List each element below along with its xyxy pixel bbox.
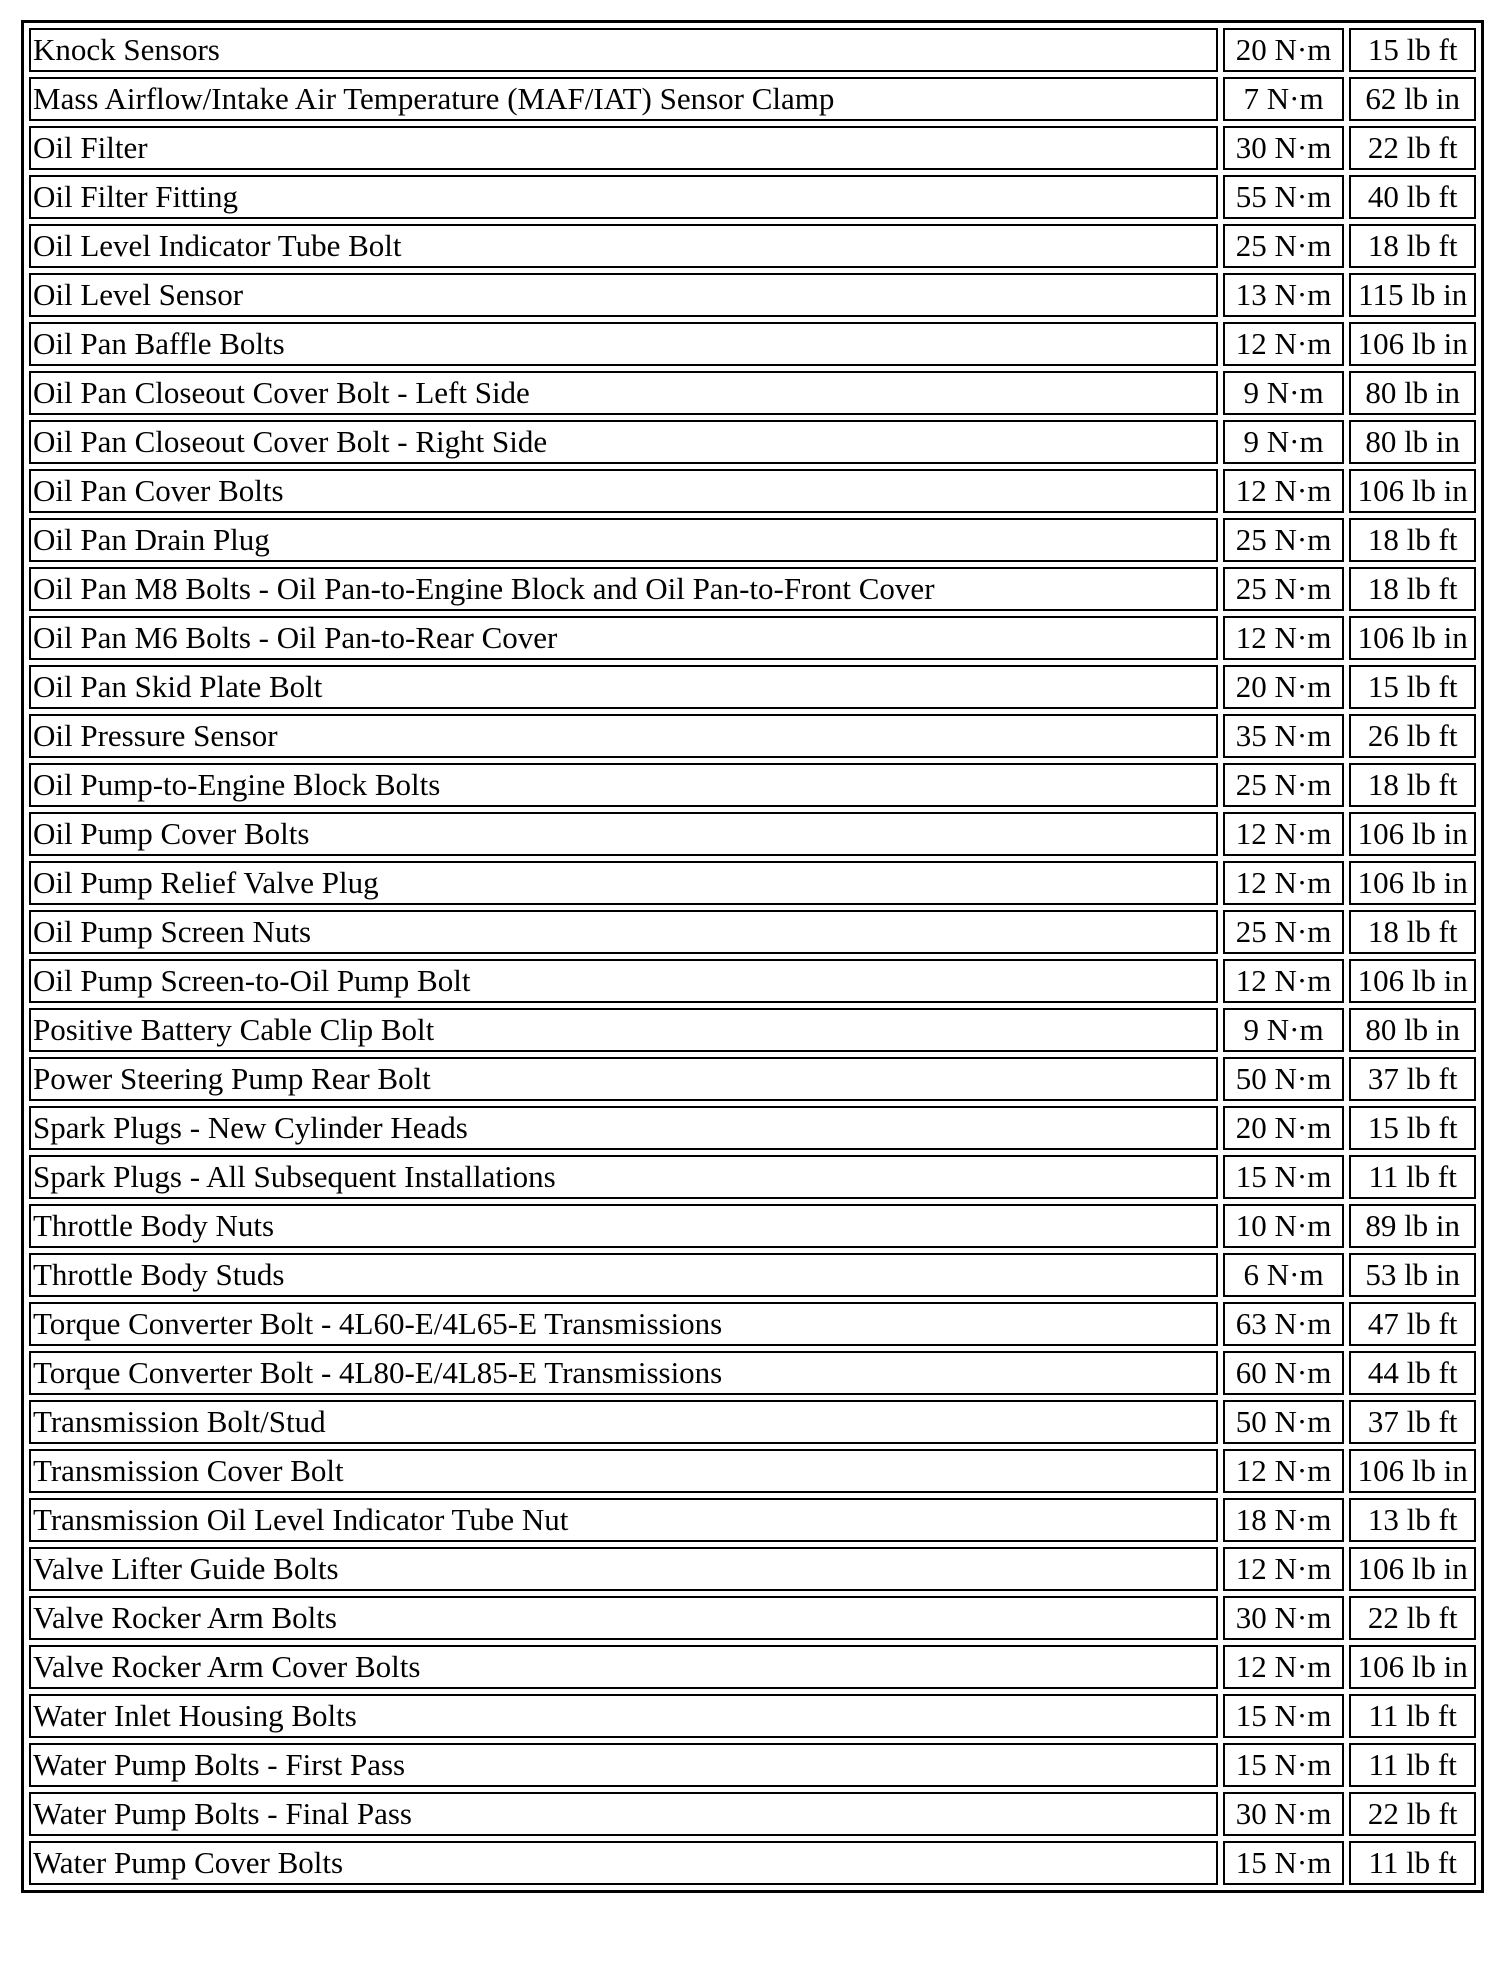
application-cell: Spark Plugs - New Cylinder Heads bbox=[29, 1106, 1218, 1150]
metric-torque-cell: 15 N·m bbox=[1223, 1155, 1345, 1199]
table-row bbox=[29, 77, 1476, 121]
application-cell: Throttle Body Studs bbox=[29, 1253, 1218, 1297]
application-cell: Oil Level Indicator Tube Bolt bbox=[29, 224, 1218, 268]
metric-torque-cell: 30 N·m bbox=[1223, 1792, 1345, 1836]
metric-torque-cell: 25 N·m bbox=[1223, 910, 1345, 954]
english-torque-cell: 15 lb ft bbox=[1349, 665, 1476, 709]
application-cell: Torque Converter Bolt - 4L60-E/4L65-E Transmissions bbox=[29, 1302, 1218, 1346]
application-cell: Valve Rocker Arm Cover Bolts bbox=[29, 1645, 1218, 1689]
application-cell: Oil Filter bbox=[29, 126, 1218, 170]
table-row bbox=[29, 616, 1476, 660]
english-torque-cell: 106 lb in bbox=[1349, 616, 1476, 660]
metric-torque-cell: 50 N·m bbox=[1223, 1400, 1345, 1444]
english-torque-cell: 11 lb ft bbox=[1349, 1694, 1476, 1738]
table-row bbox=[29, 714, 1476, 758]
metric-torque-cell: 12 N·m bbox=[1223, 861, 1345, 905]
english-torque-cell: 106 lb in bbox=[1349, 959, 1476, 1003]
english-torque-cell: 80 lb in bbox=[1349, 420, 1476, 464]
metric-torque-cell: 12 N·m bbox=[1223, 812, 1345, 856]
table-row bbox=[29, 1547, 1476, 1591]
application-cell: Oil Pan Closeout Cover Bolt - Right Side bbox=[29, 420, 1218, 464]
table-row bbox=[29, 1155, 1476, 1199]
application-cell: Valve Lifter Guide Bolts bbox=[29, 1547, 1218, 1591]
application-cell: Transmission Cover Bolt bbox=[29, 1449, 1218, 1493]
application-cell: Oil Level Sensor bbox=[29, 273, 1218, 317]
metric-torque-cell: 63 N·m bbox=[1223, 1302, 1345, 1346]
application-cell: Oil Pump Screen Nuts bbox=[29, 910, 1218, 954]
metric-torque-cell: 30 N·m bbox=[1223, 1596, 1345, 1640]
metric-torque-cell: 12 N·m bbox=[1223, 1449, 1345, 1493]
english-torque-cell: 11 lb ft bbox=[1349, 1155, 1476, 1199]
english-torque-cell: 53 lb in bbox=[1349, 1253, 1476, 1297]
table-row bbox=[29, 126, 1476, 170]
table-row bbox=[29, 959, 1476, 1003]
table-row bbox=[29, 322, 1476, 366]
table-row bbox=[29, 861, 1476, 905]
english-torque-cell: 40 lb ft bbox=[1349, 175, 1476, 219]
table-row bbox=[29, 1204, 1476, 1248]
english-torque-cell: 11 lb ft bbox=[1349, 1841, 1476, 1885]
table-row bbox=[29, 1400, 1476, 1444]
application-cell: Knock Sensors bbox=[29, 28, 1218, 72]
table-row bbox=[29, 1008, 1476, 1052]
application-cell: Power Steering Pump Rear Bolt bbox=[29, 1057, 1218, 1101]
table-row bbox=[29, 1596, 1476, 1640]
metric-torque-cell: 55 N·m bbox=[1223, 175, 1345, 219]
application-cell: Oil Pump-to-Engine Block Bolts bbox=[29, 763, 1218, 807]
table-row bbox=[29, 371, 1476, 415]
table-row bbox=[29, 469, 1476, 513]
metric-torque-cell: 20 N·m bbox=[1223, 665, 1345, 709]
metric-torque-cell: 20 N·m bbox=[1223, 1106, 1345, 1150]
application-cell: Oil Pan M8 Bolts - Oil Pan-to-Engine Block and Oil Pan-to-Front Cover bbox=[29, 567, 1218, 611]
table-row bbox=[29, 518, 1476, 562]
english-torque-cell: 18 lb ft bbox=[1349, 224, 1476, 268]
application-cell: Oil Pan Closeout Cover Bolt - Left Side bbox=[29, 371, 1218, 415]
english-torque-cell: 11 lb ft bbox=[1349, 1743, 1476, 1787]
table-row bbox=[29, 812, 1476, 856]
english-torque-cell: 18 lb ft bbox=[1349, 910, 1476, 954]
application-cell: Oil Pan Cover Bolts bbox=[29, 469, 1218, 513]
english-torque-cell: 62 lb in bbox=[1349, 77, 1476, 121]
application-cell: Positive Battery Cable Clip Bolt bbox=[29, 1008, 1218, 1052]
table-body bbox=[29, 28, 1476, 1885]
table-row bbox=[29, 567, 1476, 611]
english-torque-cell: 106 lb in bbox=[1349, 861, 1476, 905]
metric-torque-cell: 15 N·m bbox=[1223, 1743, 1345, 1787]
application-cell: Oil Pump Screen-to-Oil Pump Bolt bbox=[29, 959, 1218, 1003]
metric-torque-cell: 12 N·m bbox=[1223, 959, 1345, 1003]
metric-torque-cell: 25 N·m bbox=[1223, 567, 1345, 611]
metric-torque-cell: 9 N·m bbox=[1223, 1008, 1345, 1052]
metric-torque-cell: 50 N·m bbox=[1223, 1057, 1345, 1101]
english-torque-cell: 115 lb in bbox=[1349, 273, 1476, 317]
table-row bbox=[29, 273, 1476, 317]
table-row bbox=[29, 420, 1476, 464]
application-cell: Water Pump Bolts - Final Pass bbox=[29, 1792, 1218, 1836]
application-cell: Oil Pan M6 Bolts - Oil Pan-to-Rear Cover bbox=[29, 616, 1218, 660]
table-row bbox=[29, 224, 1476, 268]
english-torque-cell: 13 lb ft bbox=[1349, 1498, 1476, 1542]
table-row bbox=[29, 1253, 1476, 1297]
application-cell: Oil Pan Baffle Bolts bbox=[29, 322, 1218, 366]
english-torque-cell: 80 lb in bbox=[1349, 371, 1476, 415]
english-torque-cell: 89 lb in bbox=[1349, 1204, 1476, 1248]
english-torque-cell: 106 lb in bbox=[1349, 1645, 1476, 1689]
metric-torque-cell: 12 N·m bbox=[1223, 616, 1345, 660]
application-cell: Oil Pan Skid Plate Bolt bbox=[29, 665, 1218, 709]
english-torque-cell: 22 lb ft bbox=[1349, 1596, 1476, 1640]
application-cell: Water Pump Cover Bolts bbox=[29, 1841, 1218, 1885]
table-row bbox=[29, 1645, 1476, 1689]
table-row bbox=[29, 175, 1476, 219]
metric-torque-cell: 25 N·m bbox=[1223, 763, 1345, 807]
english-torque-cell: 106 lb in bbox=[1349, 469, 1476, 513]
metric-torque-cell: 60 N·m bbox=[1223, 1351, 1345, 1395]
english-torque-cell: 37 lb ft bbox=[1349, 1400, 1476, 1444]
application-cell: Water Pump Bolts - First Pass bbox=[29, 1743, 1218, 1787]
english-torque-cell: 106 lb in bbox=[1349, 1449, 1476, 1493]
application-cell: Transmission Oil Level Indicator Tube Nut bbox=[29, 1498, 1218, 1542]
metric-torque-cell: 6 N·m bbox=[1223, 1253, 1345, 1297]
metric-torque-cell: 9 N·m bbox=[1223, 371, 1345, 415]
application-cell: Transmission Bolt/Stud bbox=[29, 1400, 1218, 1444]
table-row bbox=[29, 910, 1476, 954]
table-row bbox=[29, 1694, 1476, 1738]
table-row bbox=[29, 665, 1476, 709]
application-cell: Oil Filter Fitting bbox=[29, 175, 1218, 219]
metric-torque-cell: 12 N·m bbox=[1223, 322, 1345, 366]
english-torque-cell: 106 lb in bbox=[1349, 812, 1476, 856]
metric-torque-cell: 20 N·m bbox=[1223, 28, 1345, 72]
metric-torque-cell: 10 N·m bbox=[1223, 1204, 1345, 1248]
metric-torque-cell: 15 N·m bbox=[1223, 1694, 1345, 1738]
application-cell: Water Inlet Housing Bolts bbox=[29, 1694, 1218, 1738]
application-cell: Oil Pan Drain Plug bbox=[29, 518, 1218, 562]
english-torque-cell: 22 lb ft bbox=[1349, 126, 1476, 170]
application-cell: Oil Pump Relief Valve Plug bbox=[29, 861, 1218, 905]
english-torque-cell: 106 lb in bbox=[1349, 1547, 1476, 1591]
metric-torque-cell: 15 N·m bbox=[1223, 1841, 1345, 1885]
english-torque-cell: 15 lb ft bbox=[1349, 28, 1476, 72]
table-row bbox=[29, 1792, 1476, 1836]
metric-torque-cell: 7 N·m bbox=[1223, 77, 1345, 121]
application-cell: Oil Pump Cover Bolts bbox=[29, 812, 1218, 856]
english-torque-cell: 44 lb ft bbox=[1349, 1351, 1476, 1395]
metric-torque-cell: 18 N·m bbox=[1223, 1498, 1345, 1542]
metric-torque-cell: 35 N·m bbox=[1223, 714, 1345, 758]
fastener-torque-table bbox=[21, 20, 1484, 1893]
english-torque-cell: 37 lb ft bbox=[1349, 1057, 1476, 1101]
application-cell: Spark Plugs - All Subsequent Installations bbox=[29, 1155, 1218, 1199]
table-row bbox=[29, 1351, 1476, 1395]
metric-torque-cell: 9 N·m bbox=[1223, 420, 1345, 464]
metric-torque-cell: 12 N·m bbox=[1223, 469, 1345, 513]
metric-torque-cell: 13 N·m bbox=[1223, 273, 1345, 317]
table-row bbox=[29, 1498, 1476, 1542]
table-row bbox=[29, 763, 1476, 807]
metric-torque-cell: 30 N·m bbox=[1223, 126, 1345, 170]
metric-torque-cell: 25 N·m bbox=[1223, 518, 1345, 562]
table-row bbox=[29, 1106, 1476, 1150]
table-row bbox=[29, 1302, 1476, 1346]
english-torque-cell: 26 lb ft bbox=[1349, 714, 1476, 758]
metric-torque-cell: 12 N·m bbox=[1223, 1547, 1345, 1591]
english-torque-cell: 18 lb ft bbox=[1349, 567, 1476, 611]
english-torque-cell: 18 lb ft bbox=[1349, 518, 1476, 562]
table-row bbox=[29, 1841, 1476, 1885]
metric-torque-cell: 12 N·m bbox=[1223, 1645, 1345, 1689]
table-row bbox=[29, 28, 1476, 72]
table-row bbox=[29, 1057, 1476, 1101]
application-cell: Torque Converter Bolt - 4L80-E/4L85-E Transmissions bbox=[29, 1351, 1218, 1395]
table-row bbox=[29, 1743, 1476, 1787]
english-torque-cell: 22 lb ft bbox=[1349, 1792, 1476, 1836]
application-cell: Throttle Body Nuts bbox=[29, 1204, 1218, 1248]
application-cell: Oil Pressure Sensor bbox=[29, 714, 1218, 758]
english-torque-cell: 15 lb ft bbox=[1349, 1106, 1476, 1150]
application-cell: Mass Airflow/Intake Air Temperature (MAF/IAT) Sensor Clamp bbox=[29, 77, 1218, 121]
table-row bbox=[29, 1449, 1476, 1493]
application-cell: Valve Rocker Arm Bolts bbox=[29, 1596, 1218, 1640]
english-torque-cell: 18 lb ft bbox=[1349, 763, 1476, 807]
english-torque-cell: 47 lb ft bbox=[1349, 1302, 1476, 1346]
metric-torque-cell: 25 N·m bbox=[1223, 224, 1345, 268]
english-torque-cell: 106 lb in bbox=[1349, 322, 1476, 366]
english-torque-cell: 80 lb in bbox=[1349, 1008, 1476, 1052]
